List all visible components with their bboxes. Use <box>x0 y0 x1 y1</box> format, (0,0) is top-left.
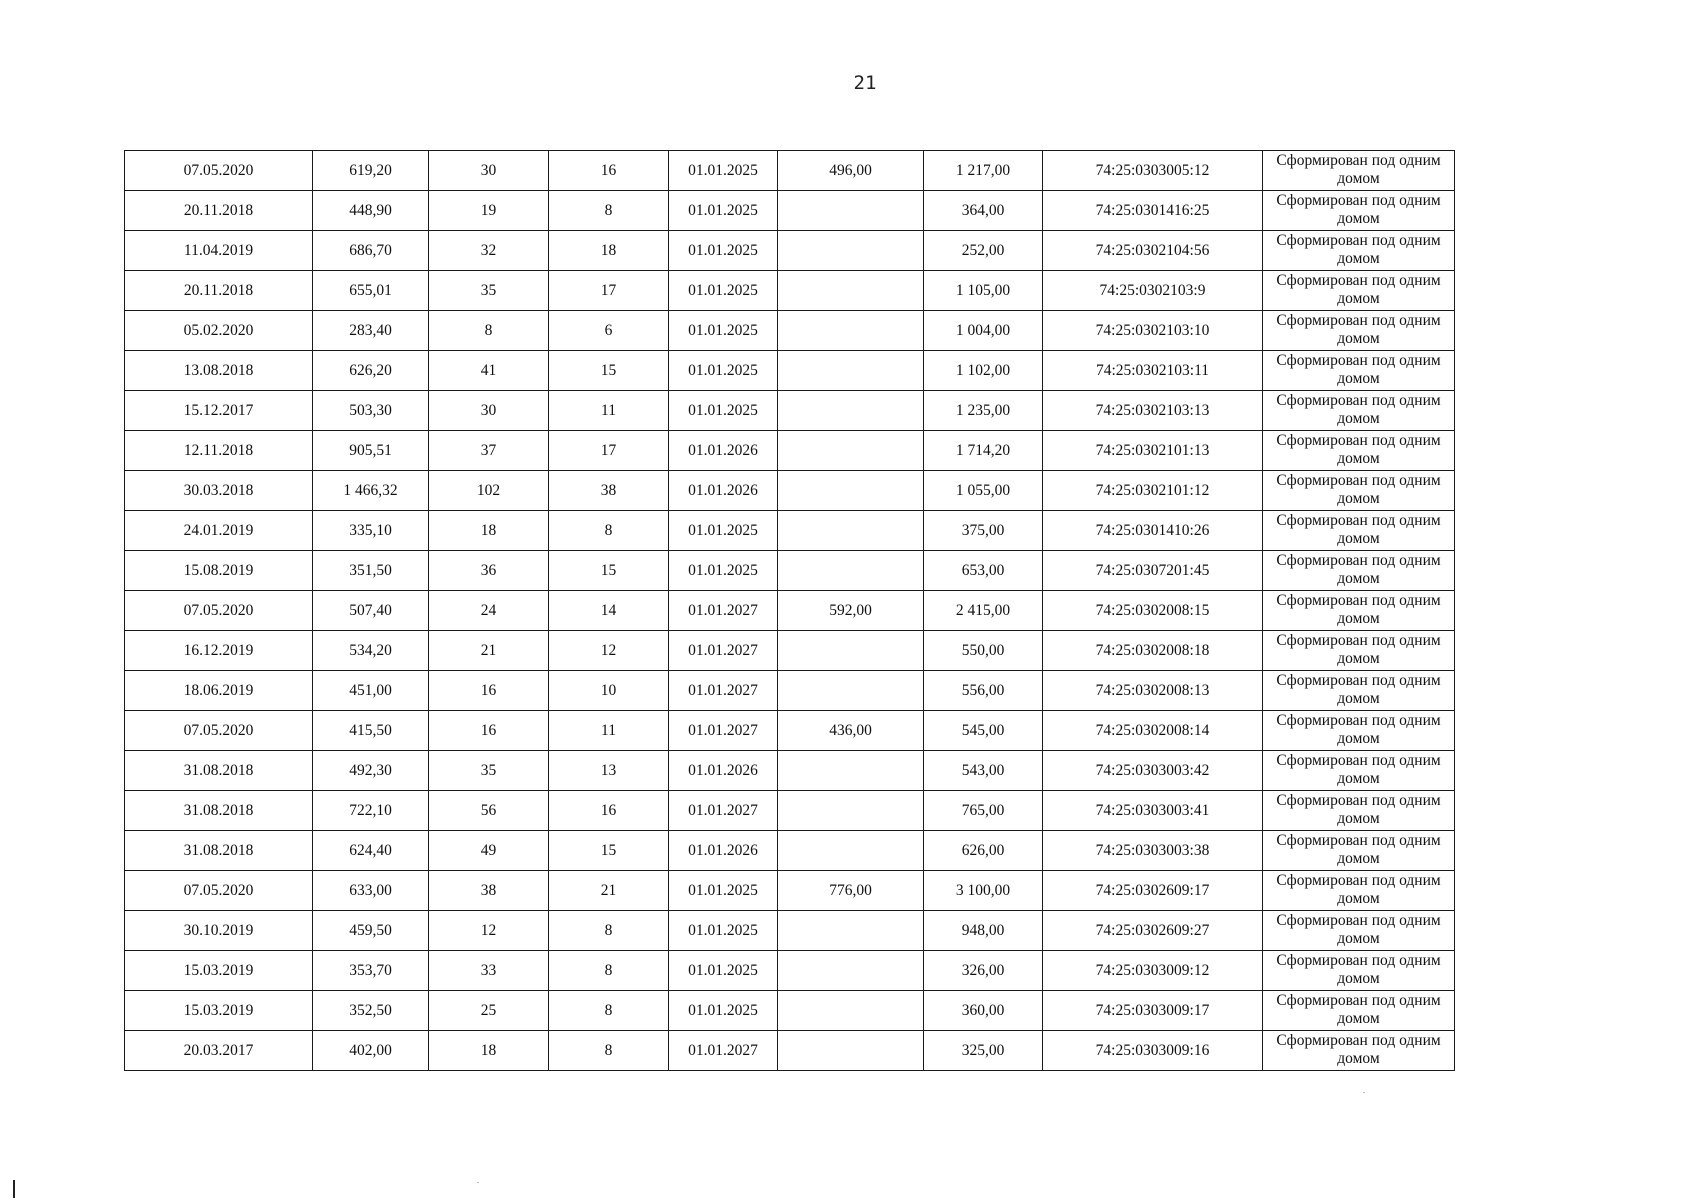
planned-date-cell: 01.01.2026 <box>669 471 778 511</box>
area-cell: 283,40 <box>313 311 429 351</box>
planned-date-cell: 01.01.2025 <box>669 991 778 1031</box>
area2-cell <box>778 551 924 591</box>
cadastral-number-cell: 74:25:0302104:56 <box>1043 231 1263 271</box>
area2-cell <box>778 231 924 271</box>
count1-cell: 49 <box>429 831 549 871</box>
table-row <box>125 951 1455 991</box>
planned-date-cell: 01.01.2027 <box>669 631 778 671</box>
date-cell: 20.11.2018 <box>125 271 313 311</box>
status-cell: Сформирован под одним домом <box>1263 831 1455 871</box>
count1-cell: 41 <box>429 351 549 391</box>
area2-cell <box>778 511 924 551</box>
status-cell: Сформирован под одним домом <box>1263 551 1455 591</box>
status-cell: Сформирован под одним домом <box>1263 311 1455 351</box>
area-cell: 905,51 <box>313 431 429 471</box>
area-cell: 459,50 <box>313 911 429 951</box>
date-cell: 20.03.2017 <box>125 1031 313 1071</box>
planned-date-cell: 01.01.2026 <box>669 751 778 791</box>
status-cell: Сформирован под одним домом <box>1263 911 1455 951</box>
table-row <box>125 471 1455 511</box>
land-area-cell: 543,00 <box>924 751 1043 791</box>
scan-margin-mark <box>13 1180 15 1198</box>
planned-date-cell: 01.01.2025 <box>669 311 778 351</box>
count2-cell: 15 <box>549 831 669 871</box>
land-area-cell: 1 105,00 <box>924 271 1043 311</box>
table-row <box>125 591 1455 631</box>
area2-cell <box>778 751 924 791</box>
land-area-cell: 765,00 <box>924 791 1043 831</box>
planned-date-cell: 01.01.2025 <box>669 351 778 391</box>
planned-date-cell: 01.01.2025 <box>669 191 778 231</box>
cadastral-number-cell: 74:25:0302101:12 <box>1043 471 1263 511</box>
status-cell: Сформирован под одним домом <box>1263 791 1455 831</box>
count2-cell: 16 <box>549 151 669 191</box>
cadastral-number-cell: 74:25:0303005:12 <box>1043 151 1263 191</box>
area-cell: 448,90 <box>313 191 429 231</box>
date-cell: 30.10.2019 <box>125 911 313 951</box>
count1-cell: 16 <box>429 671 549 711</box>
area-cell: 686,70 <box>313 231 429 271</box>
area2-cell: 496,00 <box>778 151 924 191</box>
status-cell: Сформирован под одним домом <box>1263 951 1455 991</box>
count2-cell: 38 <box>549 471 669 511</box>
cadastral-number-cell: 74:25:0301416:25 <box>1043 191 1263 231</box>
table-row <box>125 991 1455 1031</box>
count2-cell: 17 <box>549 271 669 311</box>
cadastral-number-cell: 74:25:0302008:14 <box>1043 711 1263 751</box>
count2-cell: 8 <box>549 1031 669 1071</box>
land-area-cell: 360,00 <box>924 991 1043 1031</box>
area-cell: 722,10 <box>313 791 429 831</box>
area-cell: 626,20 <box>313 351 429 391</box>
land-area-cell: 653,00 <box>924 551 1043 591</box>
land-area-cell: 3 100,00 <box>924 871 1043 911</box>
date-cell: 30.03.2018 <box>125 471 313 511</box>
land-area-cell: 364,00 <box>924 191 1043 231</box>
area2-cell <box>778 391 924 431</box>
status-cell: Сформирован под одним домом <box>1263 991 1455 1031</box>
count2-cell: 13 <box>549 751 669 791</box>
table-body <box>125 151 1455 1071</box>
cadastral-number-cell: 74:25:0302103:10 <box>1043 311 1263 351</box>
land-area-cell: 556,00 <box>924 671 1043 711</box>
count2-cell: 12 <box>549 631 669 671</box>
count1-cell: 102 <box>429 471 549 511</box>
cadastral-number-cell: 74:25:0302103:13 <box>1043 391 1263 431</box>
status-cell: Сформирован под одним домом <box>1263 351 1455 391</box>
table-row <box>125 1031 1455 1071</box>
planned-date-cell: 01.01.2027 <box>669 1031 778 1071</box>
scan-speck <box>477 1182 479 1183</box>
count2-cell: 8 <box>549 191 669 231</box>
date-cell: 07.05.2020 <box>125 591 313 631</box>
status-cell: Сформирован под одним домом <box>1263 871 1455 911</box>
area-cell: 492,30 <box>313 751 429 791</box>
table-row <box>125 311 1455 351</box>
area-cell: 1 466,32 <box>313 471 429 511</box>
cadastral-number-cell: 74:25:0307201:45 <box>1043 551 1263 591</box>
cadastral-number-cell: 74:25:0302103:11 <box>1043 351 1263 391</box>
date-cell: 07.05.2020 <box>125 871 313 911</box>
count1-cell: 36 <box>429 551 549 591</box>
area2-cell <box>778 431 924 471</box>
count1-cell: 30 <box>429 151 549 191</box>
area-cell: 655,01 <box>313 271 429 311</box>
count1-cell: 56 <box>429 791 549 831</box>
area-cell: 402,00 <box>313 1031 429 1071</box>
count1-cell: 35 <box>429 751 549 791</box>
count2-cell: 8 <box>549 911 669 951</box>
date-cell: 18.06.2019 <box>125 671 313 711</box>
status-cell: Сформирован под одним домом <box>1263 271 1455 311</box>
area2-cell <box>778 831 924 871</box>
land-area-cell: 1 235,00 <box>924 391 1043 431</box>
cadastral-number-cell: 74:25:0303003:38 <box>1043 831 1263 871</box>
area2-cell: 776,00 <box>778 871 924 911</box>
land-area-cell: 1 004,00 <box>924 311 1043 351</box>
area2-cell <box>778 791 924 831</box>
area2-cell <box>778 471 924 511</box>
land-area-cell: 550,00 <box>924 631 1043 671</box>
land-area-cell: 1 055,00 <box>924 471 1043 511</box>
status-cell: Сформирован под одним домом <box>1263 431 1455 471</box>
status-cell: Сформирован под одним домом <box>1263 671 1455 711</box>
planned-date-cell: 01.01.2026 <box>669 431 778 471</box>
area-cell: 335,10 <box>313 511 429 551</box>
count1-cell: 24 <box>429 591 549 631</box>
cadastral-number-cell: 74:25:0302008:15 <box>1043 591 1263 631</box>
land-area-cell: 2 415,00 <box>924 591 1043 631</box>
cadastral-number-cell: 74:25:0301410:26 <box>1043 511 1263 551</box>
planned-date-cell: 01.01.2026 <box>669 831 778 871</box>
area-cell: 507,40 <box>313 591 429 631</box>
planned-date-cell: 01.01.2027 <box>669 791 778 831</box>
count2-cell: 15 <box>549 551 669 591</box>
table-row <box>125 791 1455 831</box>
planned-date-cell: 01.01.2025 <box>669 231 778 271</box>
date-cell: 15.08.2019 <box>125 551 313 591</box>
count2-cell: 15 <box>549 351 669 391</box>
count2-cell: 11 <box>549 391 669 431</box>
registry-table <box>124 150 1455 1071</box>
date-cell: 11.04.2019 <box>125 231 313 271</box>
planned-date-cell: 01.01.2027 <box>669 591 778 631</box>
count1-cell: 37 <box>429 431 549 471</box>
cadastral-number-cell: 74:25:0302008:18 <box>1043 631 1263 671</box>
area2-cell: 592,00 <box>778 591 924 631</box>
area2-cell <box>778 991 924 1031</box>
area2-cell <box>778 631 924 671</box>
date-cell: 16.12.2019 <box>125 631 313 671</box>
status-cell: Сформирован под одним домом <box>1263 471 1455 511</box>
planned-date-cell: 01.01.2025 <box>669 871 778 911</box>
count2-cell: 10 <box>549 671 669 711</box>
cadastral-number-cell: 74:25:0303003:42 <box>1043 751 1263 791</box>
table-row <box>125 751 1455 791</box>
count2-cell: 8 <box>549 511 669 551</box>
land-area-cell: 326,00 <box>924 951 1043 991</box>
count1-cell: 16 <box>429 711 549 751</box>
land-area-cell: 325,00 <box>924 1031 1043 1071</box>
cadastral-number-cell: 74:25:0303003:41 <box>1043 791 1263 831</box>
area2-cell <box>778 311 924 351</box>
status-cell: Сформирован под одним домом <box>1263 591 1455 631</box>
cadastral-number-cell: 74:25:0302609:17 <box>1043 871 1263 911</box>
area2-cell <box>778 911 924 951</box>
table-row <box>125 551 1455 591</box>
area-cell: 415,50 <box>313 711 429 751</box>
registry-table-container <box>124 150 1454 1071</box>
status-cell: Сформирован под одним домом <box>1263 231 1455 271</box>
date-cell: 05.02.2020 <box>125 311 313 351</box>
planned-date-cell: 01.01.2025 <box>669 151 778 191</box>
cadastral-number-cell: 74:25:0303009:17 <box>1043 991 1263 1031</box>
land-area-cell: 1 102,00 <box>924 351 1043 391</box>
area2-cell: 436,00 <box>778 711 924 751</box>
table-row <box>125 911 1455 951</box>
count1-cell: 30 <box>429 391 549 431</box>
area-cell: 624,40 <box>313 831 429 871</box>
table-row <box>125 671 1455 711</box>
cadastral-number-cell: 74:25:0303009:12 <box>1043 951 1263 991</box>
date-cell: 15.03.2019 <box>125 991 313 1031</box>
count1-cell: 35 <box>429 271 549 311</box>
table-row <box>125 271 1455 311</box>
table-row <box>125 511 1455 551</box>
table-row <box>125 191 1455 231</box>
date-cell: 31.08.2018 <box>125 751 313 791</box>
table-row <box>125 391 1455 431</box>
count1-cell: 33 <box>429 951 549 991</box>
count2-cell: 14 <box>549 591 669 631</box>
count2-cell: 6 <box>549 311 669 351</box>
cadastral-number-cell: 74:25:0303009:16 <box>1043 1031 1263 1071</box>
table-row <box>125 431 1455 471</box>
area-cell: 351,50 <box>313 551 429 591</box>
table-row <box>125 871 1455 911</box>
count1-cell: 12 <box>429 911 549 951</box>
count1-cell: 19 <box>429 191 549 231</box>
count1-cell: 18 <box>429 511 549 551</box>
area2-cell <box>778 671 924 711</box>
count1-cell: 18 <box>429 1031 549 1071</box>
cadastral-number-cell: 74:25:0302609:27 <box>1043 911 1263 951</box>
date-cell: 12.11.2018 <box>125 431 313 471</box>
status-cell: Сформирован под одним домом <box>1263 1031 1455 1071</box>
planned-date-cell: 01.01.2025 <box>669 551 778 591</box>
planned-date-cell: 01.01.2027 <box>669 711 778 751</box>
cadastral-number-cell: 74:25:0302101:13 <box>1043 431 1263 471</box>
area-cell: 352,50 <box>313 991 429 1031</box>
land-area-cell: 545,00 <box>924 711 1043 751</box>
count1-cell: 21 <box>429 631 549 671</box>
count2-cell: 8 <box>549 951 669 991</box>
area2-cell <box>778 351 924 391</box>
land-area-cell: 1 217,00 <box>924 151 1043 191</box>
planned-date-cell: 01.01.2025 <box>669 511 778 551</box>
area-cell: 619,20 <box>313 151 429 191</box>
land-area-cell: 252,00 <box>924 231 1043 271</box>
land-area-cell: 1 714,20 <box>924 431 1043 471</box>
area-cell: 451,00 <box>313 671 429 711</box>
table-row <box>125 151 1455 191</box>
date-cell: 15.03.2019 <box>125 951 313 991</box>
count1-cell: 8 <box>429 311 549 351</box>
table-row <box>125 831 1455 871</box>
status-cell: Сформирован под одним домом <box>1263 391 1455 431</box>
land-area-cell: 375,00 <box>924 511 1043 551</box>
planned-date-cell: 01.01.2027 <box>669 671 778 711</box>
count2-cell: 8 <box>549 991 669 1031</box>
status-cell: Сформирован под одним домом <box>1263 711 1455 751</box>
count1-cell: 25 <box>429 991 549 1031</box>
status-cell: Сформирован под одним домом <box>1263 151 1455 191</box>
area2-cell <box>778 271 924 311</box>
status-cell: Сформирован под одним домом <box>1263 751 1455 791</box>
count2-cell: 18 <box>549 231 669 271</box>
date-cell: 24.01.2019 <box>125 511 313 551</box>
planned-date-cell: 01.01.2025 <box>669 951 778 991</box>
page-number: 21 <box>853 72 877 94</box>
table-row <box>125 231 1455 271</box>
count1-cell: 38 <box>429 871 549 911</box>
status-cell: Сформирован под одним домом <box>1263 511 1455 551</box>
table-row <box>125 711 1455 751</box>
date-cell: 31.08.2018 <box>125 791 313 831</box>
area-cell: 633,00 <box>313 871 429 911</box>
date-cell: 13.08.2018 <box>125 351 313 391</box>
date-cell: 07.05.2020 <box>125 711 313 751</box>
land-area-cell: 626,00 <box>924 831 1043 871</box>
status-cell: Сформирован под одним домом <box>1263 191 1455 231</box>
planned-date-cell: 01.01.2025 <box>669 271 778 311</box>
count2-cell: 21 <box>549 871 669 911</box>
area-cell: 503,30 <box>313 391 429 431</box>
date-cell: 15.12.2017 <box>125 391 313 431</box>
area-cell: 534,20 <box>313 631 429 671</box>
area2-cell <box>778 1031 924 1071</box>
date-cell: 07.05.2020 <box>125 151 313 191</box>
planned-date-cell: 01.01.2025 <box>669 911 778 951</box>
table-row <box>125 351 1455 391</box>
land-area-cell: 948,00 <box>924 911 1043 951</box>
count1-cell: 32 <box>429 231 549 271</box>
area-cell: 353,70 <box>313 951 429 991</box>
planned-date-cell: 01.01.2025 <box>669 391 778 431</box>
cadastral-number-cell: 74:25:0302008:13 <box>1043 671 1263 711</box>
count2-cell: 16 <box>549 791 669 831</box>
date-cell: 31.08.2018 <box>125 831 313 871</box>
scan-speck <box>1363 1092 1365 1093</box>
status-cell: Сформирован под одним домом <box>1263 631 1455 671</box>
count2-cell: 11 <box>549 711 669 751</box>
table-row <box>125 631 1455 671</box>
date-cell: 20.11.2018 <box>125 191 313 231</box>
area2-cell <box>778 191 924 231</box>
area2-cell <box>778 951 924 991</box>
count2-cell: 17 <box>549 431 669 471</box>
cadastral-number-cell: 74:25:0302103:9 <box>1043 271 1263 311</box>
